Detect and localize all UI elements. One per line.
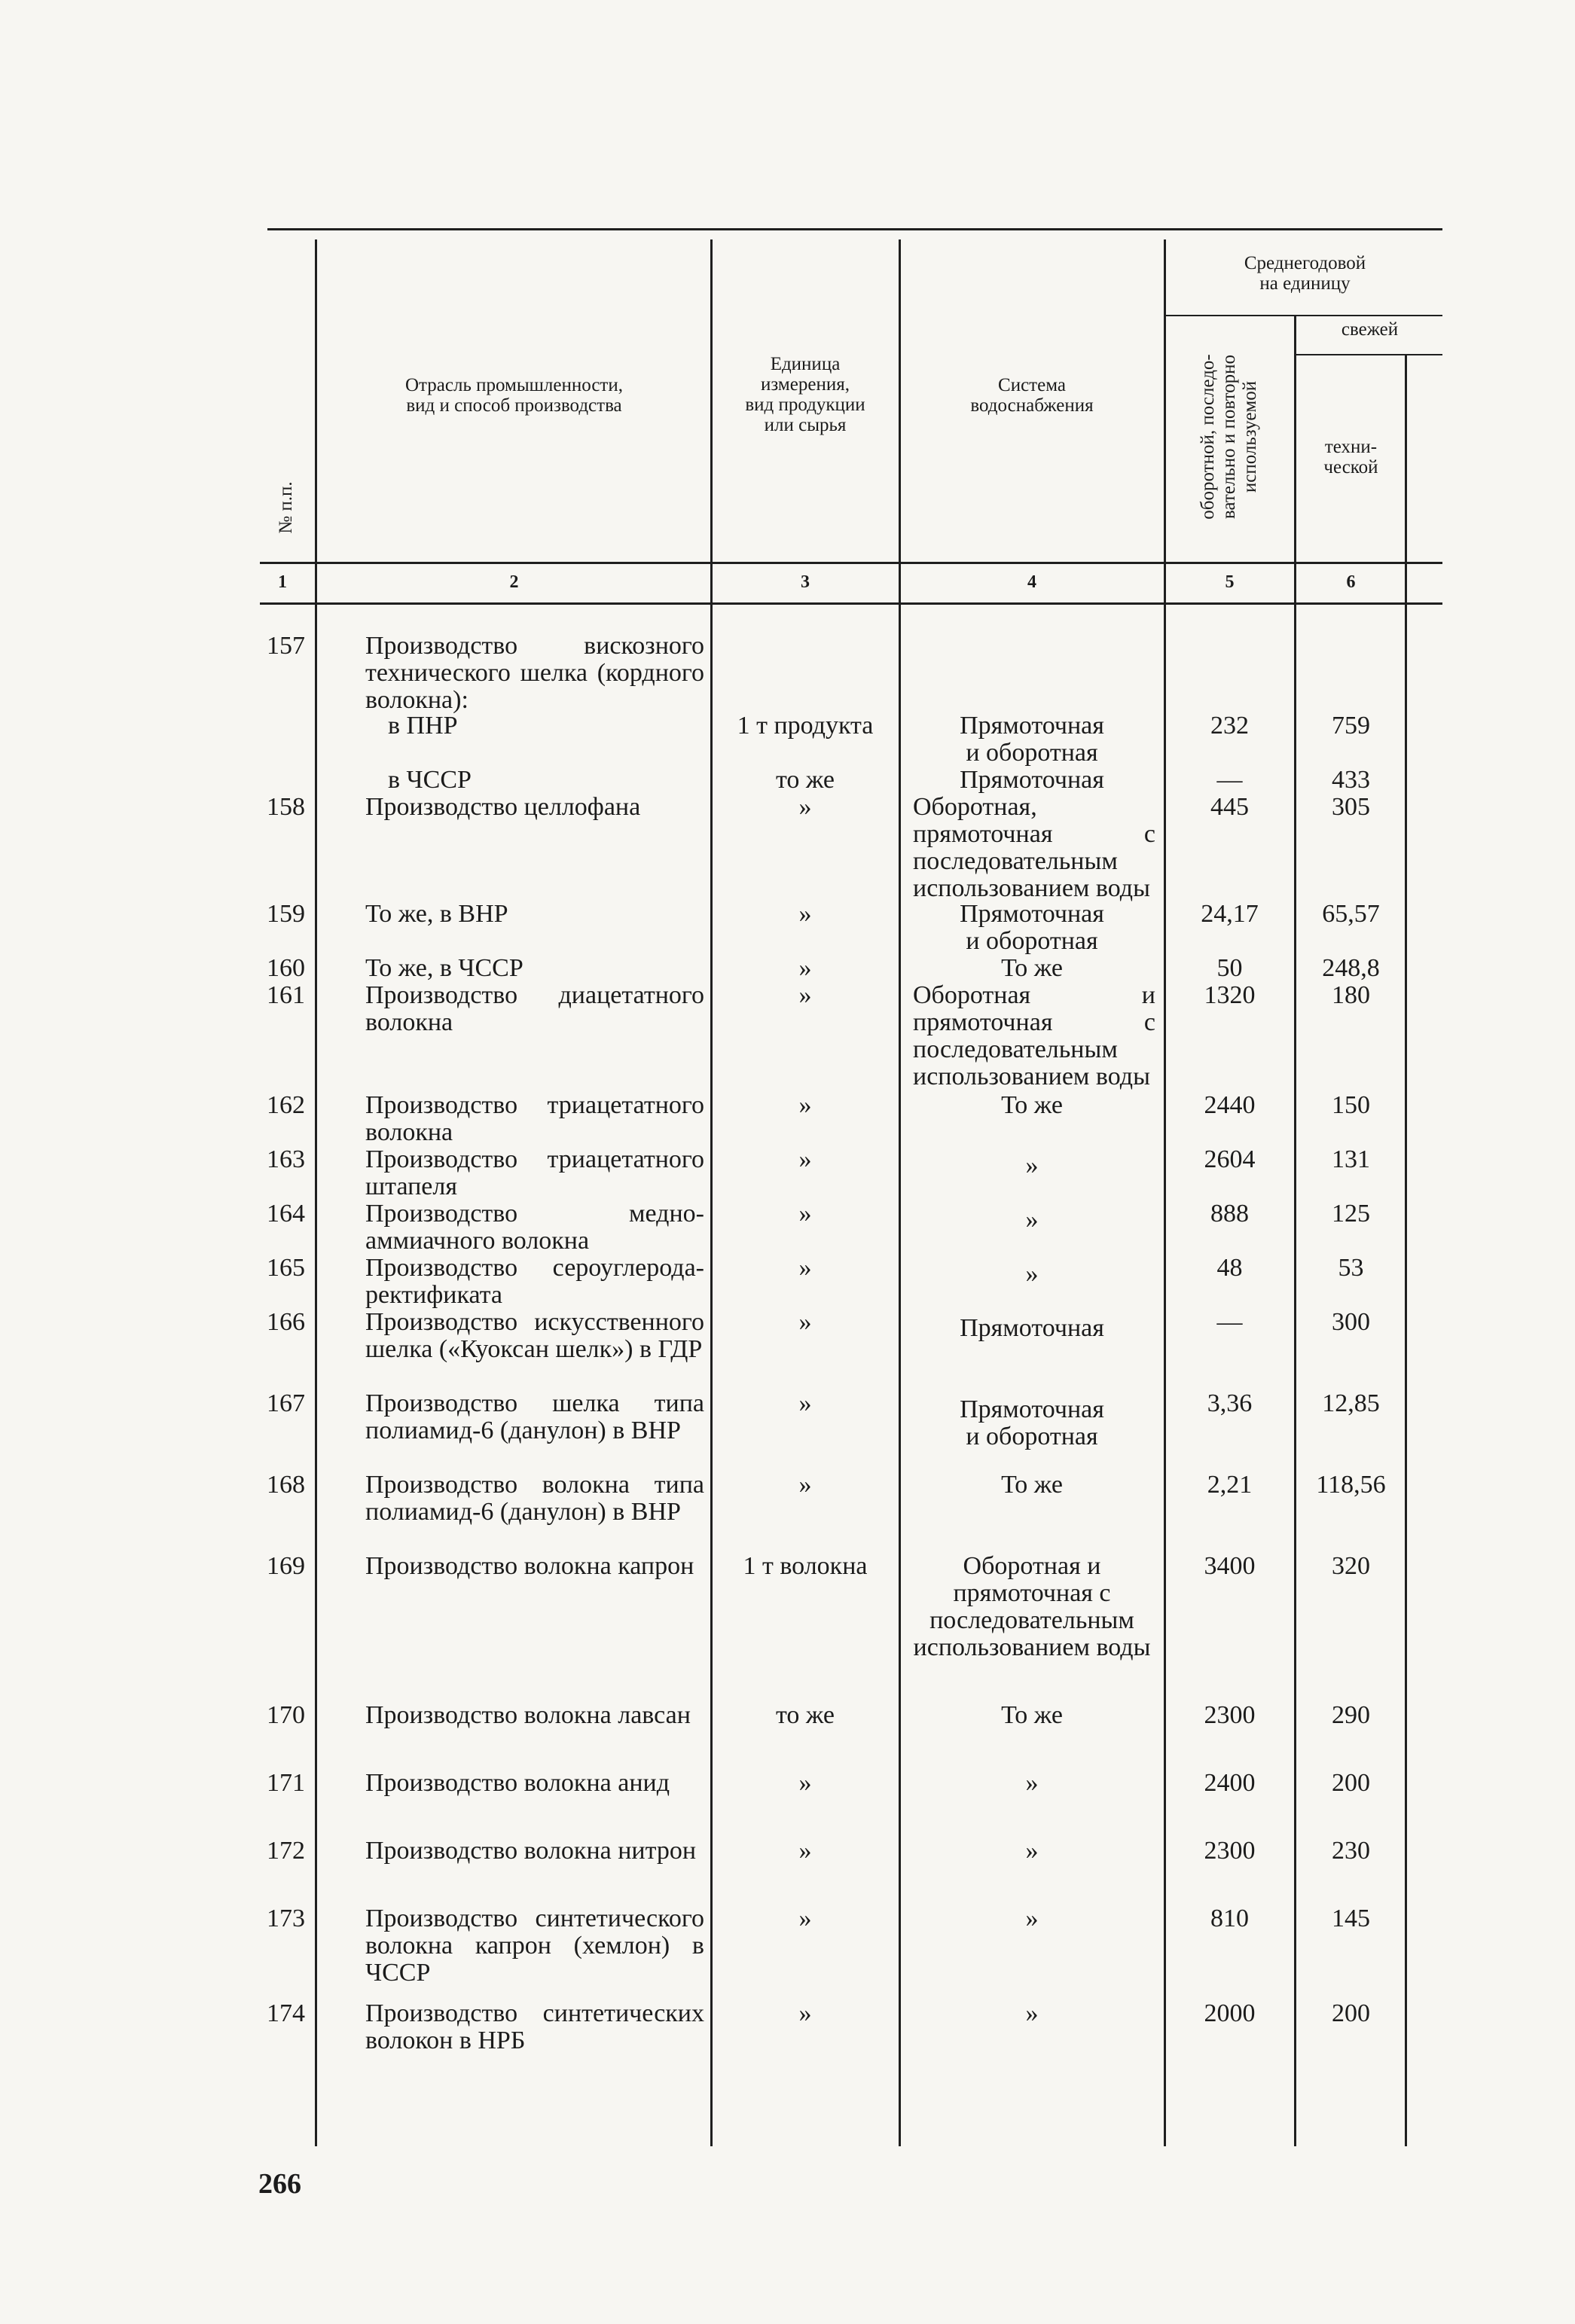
row-system: » bbox=[1025, 1769, 1039, 1797]
row-name: Производство волокна лавсан bbox=[365, 1701, 691, 1729]
header-bottom-rule bbox=[260, 562, 1442, 564]
header-fresh: свежей bbox=[1341, 319, 1399, 340]
row-name: Производство медно-аммиачного волокна bbox=[365, 1200, 704, 1255]
top-rule bbox=[267, 228, 1442, 230]
row-recycled: 2,21 bbox=[1207, 1471, 1253, 1499]
row-recycled: 2400 bbox=[1204, 1769, 1256, 1797]
row-technical: 300 bbox=[1332, 1308, 1370, 1336]
row-system: Прямоточная и оборотная bbox=[960, 900, 1104, 955]
colnum-6: 6 bbox=[1346, 572, 1356, 592]
row-unit: то же bbox=[775, 766, 835, 794]
row-system: » bbox=[1025, 1999, 1039, 2027]
row-recycled: 2000 bbox=[1204, 1999, 1256, 2027]
row-recycled: 2300 bbox=[1204, 1701, 1256, 1729]
row-name: в ЧССР bbox=[388, 766, 472, 794]
row-number: 172 bbox=[267, 1837, 305, 1865]
row-number: 166 bbox=[267, 1308, 305, 1336]
row-system: То же bbox=[1001, 1091, 1063, 1119]
row-system: То же bbox=[1001, 1471, 1063, 1499]
row-recycled: 445 bbox=[1210, 793, 1249, 821]
row-recycled: 888 bbox=[1210, 1200, 1249, 1228]
row-number: 167 bbox=[267, 1389, 305, 1417]
row-system: Оборотная и прямоточная с последовательным использованием воды bbox=[913, 1552, 1151, 1661]
row-number: 165 bbox=[267, 1254, 305, 1282]
row-unit: » bbox=[798, 1200, 812, 1228]
row-unit: » bbox=[798, 981, 812, 1009]
row-technical: 118,56 bbox=[1316, 1471, 1386, 1499]
col-rule-2 bbox=[710, 239, 713, 2146]
header-technical: техни- ческой bbox=[1323, 437, 1378, 477]
row-recycled: 50 bbox=[1216, 954, 1243, 982]
row-number: 162 bbox=[267, 1091, 305, 1119]
row-unit: » bbox=[798, 1254, 812, 1282]
row-name: Производство волокна нитрон bbox=[365, 1837, 697, 1865]
header-unit: Единица измерения, вид продукции или сырья bbox=[745, 354, 865, 435]
row-recycled: 24,17 bbox=[1201, 900, 1259, 928]
col-rule-6 bbox=[1405, 355, 1407, 2146]
row-technical: 230 bbox=[1332, 1837, 1370, 1865]
row-technical: 53 bbox=[1338, 1254, 1364, 1282]
colnum-4: 4 bbox=[1027, 572, 1036, 592]
row-name: Производство триацетатного штапеля bbox=[365, 1145, 704, 1200]
row-unit: » bbox=[798, 900, 812, 928]
row-number: 169 bbox=[267, 1552, 305, 1580]
row-recycled: 48 bbox=[1216, 1254, 1243, 1282]
row-technical: 759 bbox=[1332, 712, 1370, 740]
row-technical: 200 bbox=[1332, 1769, 1370, 1797]
row-technical: 248,8 bbox=[1322, 954, 1380, 982]
row-number: 173 bbox=[267, 1905, 305, 1932]
row-number: 174 bbox=[267, 1999, 305, 2027]
row-unit: » bbox=[798, 1837, 812, 1865]
header-branch: Отрасль промышленности, вид и способ производства bbox=[405, 375, 623, 416]
row-system: » bbox=[1025, 1206, 1039, 1234]
row-system: » bbox=[1025, 1260, 1039, 1288]
row-name: Производство искусственного шелка («Куоксан шелк») в ГДР bbox=[365, 1308, 704, 1363]
row-name: Производство целлофана bbox=[365, 793, 641, 821]
row-system: » bbox=[1025, 1151, 1039, 1179]
row-number: 170 bbox=[267, 1701, 305, 1729]
row-name: Производство синтетических волокон в НРБ bbox=[365, 1999, 704, 2054]
row-unit: » bbox=[798, 1905, 812, 1932]
row-number: 171 bbox=[267, 1769, 305, 1797]
row-system: То же bbox=[1001, 1701, 1063, 1729]
row-recycled: 232 bbox=[1210, 712, 1249, 740]
row-system: » bbox=[1025, 1837, 1039, 1865]
row-technical: 131 bbox=[1332, 1145, 1370, 1173]
colnum-3: 3 bbox=[801, 572, 810, 592]
row-name: Производство шелка типа полиамид-6 (данулон) в ВНР bbox=[365, 1389, 704, 1444]
row-name: Производство триацетатного волокна bbox=[365, 1091, 704, 1146]
row-recycled: 810 bbox=[1210, 1905, 1249, 1932]
row-number: 163 bbox=[267, 1145, 305, 1173]
row-system: Прямоточная и оборотная bbox=[960, 1395, 1104, 1450]
row-technical: 320 bbox=[1332, 1552, 1370, 1580]
header-no: № п.п. bbox=[276, 481, 296, 534]
row-system: Прямоточная и оборотная bbox=[960, 712, 1104, 767]
row-unit: » bbox=[798, 1389, 812, 1417]
row-recycled: 3400 bbox=[1204, 1552, 1256, 1580]
row-system: Прямоточная bbox=[960, 1314, 1104, 1342]
row-number: 161 bbox=[267, 981, 305, 1009]
row-unit: » bbox=[798, 1999, 812, 2027]
row-name: в ПНР bbox=[388, 712, 458, 740]
colnum-2: 2 bbox=[509, 572, 519, 592]
colnum-bottom-rule bbox=[260, 602, 1442, 605]
row-technical: 290 bbox=[1332, 1701, 1370, 1729]
colnum-5: 5 bbox=[1225, 572, 1235, 592]
row-technical: 200 bbox=[1332, 1999, 1370, 2027]
colnum-1: 1 bbox=[278, 572, 287, 592]
row-recycled: — bbox=[1216, 1308, 1243, 1336]
row-system: Оборотная, прямоточная с последовательным использованием воды bbox=[913, 793, 1155, 902]
row-number: 159 bbox=[267, 900, 305, 928]
fresh-subrule bbox=[1294, 354, 1442, 355]
row-technical: 145 bbox=[1332, 1905, 1370, 1932]
header-avg: Среднегодовой на единицу bbox=[1244, 253, 1366, 294]
row-name: То же, в ЧССР bbox=[365, 954, 523, 982]
col-rule-4 bbox=[1164, 239, 1166, 2146]
row-unit: » bbox=[798, 1769, 812, 1797]
row-system: То же bbox=[1001, 954, 1063, 982]
row-technical: 433 bbox=[1332, 766, 1370, 794]
row-technical: 65,57 bbox=[1322, 900, 1380, 928]
row-name: Производство волокна капрон bbox=[365, 1552, 694, 1580]
row-name: Производство сероуглерода-ректификата bbox=[365, 1254, 704, 1309]
row-recycled: 3,36 bbox=[1207, 1389, 1253, 1417]
row-name: Производство волокна типа полиамид-6 (данулон) в ВНР bbox=[365, 1471, 704, 1526]
header-system: Система водоснабжения bbox=[970, 375, 1094, 416]
page-number: 266 bbox=[258, 2168, 301, 2200]
row-number: 168 bbox=[267, 1471, 305, 1499]
col-rule-1 bbox=[315, 239, 317, 2146]
row-unit: » bbox=[798, 954, 812, 982]
row-unit: » bbox=[798, 793, 812, 821]
row-unit: 1 т продукта bbox=[737, 712, 874, 740]
row-number: 160 bbox=[267, 954, 305, 982]
row-unit: то же bbox=[775, 1701, 835, 1729]
row-name: То же, в ВНР bbox=[365, 900, 508, 928]
row-recycled: 2604 bbox=[1204, 1145, 1256, 1173]
header-recycled: оборотной, последо- вательно и повторно используемой bbox=[1198, 354, 1260, 520]
row-recycled: 2440 bbox=[1204, 1091, 1256, 1119]
col-rule-3 bbox=[899, 239, 901, 2146]
col-rule-5 bbox=[1294, 316, 1296, 2146]
row-number: 157 bbox=[267, 632, 305, 660]
row-technical: 150 bbox=[1332, 1091, 1370, 1119]
row-technical: 305 bbox=[1332, 793, 1370, 821]
row-name: Производство волокна анид bbox=[365, 1769, 670, 1797]
row-unit: » bbox=[798, 1471, 812, 1499]
row-unit: » bbox=[798, 1091, 812, 1119]
row-name: Производство диацетатного волокна bbox=[365, 981, 704, 1036]
row-unit: » bbox=[798, 1308, 812, 1336]
row-recycled: — bbox=[1216, 766, 1243, 794]
row-number: 158 bbox=[267, 793, 305, 821]
row-unit: 1 т волокна bbox=[743, 1552, 868, 1580]
row-name: Производство вискозного технического шелка (кордного волокна): bbox=[365, 632, 704, 714]
row-name: Производство синтетического волокна капрон (хемлон) в ЧССР bbox=[365, 1905, 704, 1987]
row-technical: 12,85 bbox=[1322, 1389, 1380, 1417]
row-recycled: 2300 bbox=[1204, 1837, 1256, 1865]
row-system: » bbox=[1025, 1905, 1039, 1932]
row-technical: 180 bbox=[1332, 981, 1370, 1009]
row-recycled: 1320 bbox=[1204, 981, 1256, 1009]
row-technical: 125 bbox=[1332, 1200, 1370, 1228]
row-number: 164 bbox=[267, 1200, 305, 1228]
row-unit: » bbox=[798, 1145, 812, 1173]
row-system: Прямоточная bbox=[960, 766, 1104, 794]
row-system: Оборотная и прямоточная с последовательным использованием воды bbox=[913, 981, 1155, 1090]
